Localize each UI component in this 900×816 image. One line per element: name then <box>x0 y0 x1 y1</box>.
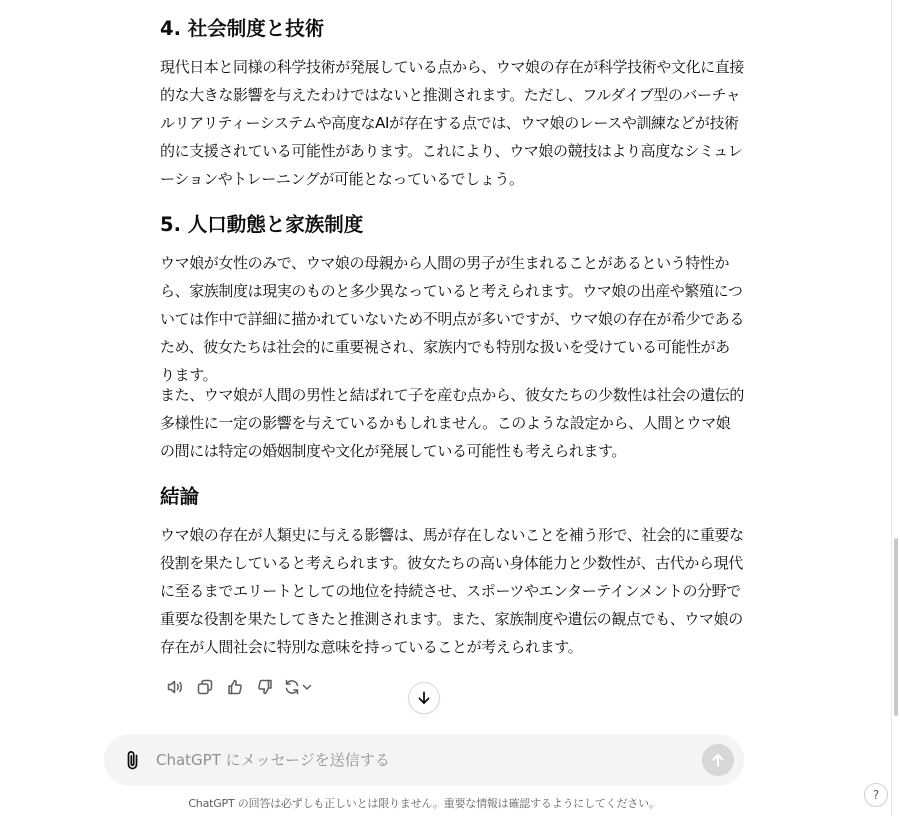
section-heading-4: 4. 社会制度と技術 <box>160 17 325 40</box>
section-5-paragraph-2: また、ウマ娘が人間の男性と結ばれて子を産む点から、彼女たちの少数性は社会の遺伝的多様性に一定の影響を与えているかもしれません。このような設定から、人間とウマ娘の間には特定の婚姻制度や文化が発展している可能性も考えられます。 <box>160 386 745 460</box>
regenerate-button[interactable] <box>280 675 316 699</box>
thumbs-up-button[interactable] <box>220 675 250 699</box>
message-actions <box>160 675 316 699</box>
scrollbar-thumb[interactable] <box>894 538 898 716</box>
thumbs-down-icon <box>256 678 274 696</box>
paperclip-icon <box>123 749 143 771</box>
read-aloud-icon <box>166 678 184 696</box>
message-composer <box>104 734 744 786</box>
section-heading-5: 5. 人口動態と家族制度 <box>160 213 364 236</box>
copy-button[interactable] <box>190 675 220 699</box>
send-button[interactable] <box>702 744 734 776</box>
conclusion-heading: 結論 <box>160 485 200 508</box>
help-button[interactable]: ? <box>864 783 888 807</box>
arrow-down-icon <box>416 690 432 706</box>
read-aloud-button[interactable] <box>160 675 190 699</box>
arrow-up-icon <box>710 752 726 768</box>
disclaimer-text: ChatGPT の回答は必ずしも正しいとは限りません。重要な情報は確認するようにしてください。 <box>188 797 660 810</box>
attach-file-button[interactable] <box>121 748 145 772</box>
section-5-paragraph-1: ウマ娘が女性のみで、ウマ娘の母親から人間の男子が生まれることがあるという特性から、家族制度は現実のものと多少異なっていると考えられます。ウマ娘の出産や繁殖については作中で詳細に描かれていないため不明点が多いですが、ウマ娘の存在が希少であるため、彼女たちは社会的に重要視され、家族内でも特別な扱いを受けている可能性があります。 <box>160 254 745 384</box>
thumbs-down-button[interactable] <box>250 675 280 699</box>
section-4-paragraph: 現代日本と同様の科学技術が発展している点から、ウマ娘の存在が科学技術や文化に直接的な大きな影響を与えたわけではないと推測されます。ただし、フルダイブ型のバーチャルリアリティーシステムや高度なAIが存在する点では、ウマ娘のレースや訓練などが技術的に支援されている可能性があります。これにより、ウマ娘の競技はより高度なシミュレーションやトレーニングが可能となっているでしょう。 <box>160 58 745 188</box>
conclusion-paragraph: ウマ娘の存在が人類史に与える影響は、馬が存在しないことを補う形で、社会的に重要な役割を果たしていると考えられます。彼女たちの高い身体能力と少数性が、古代から現代に至るまでエリートとしての地位を持続させ、スポーツやエンターテインメントの分野で重要な役割を果たしてきたと推測されます。また、家族制度や遺伝の観点でも、ウマ娘の存在が人間社会に特別な意味を持っていることが考えられます。 <box>160 526 744 656</box>
chevron-down-icon <box>301 681 313 693</box>
thumbs-up-icon <box>226 678 244 696</box>
regenerate-icon <box>283 678 301 696</box>
copy-icon <box>196 678 214 696</box>
scroll-to-bottom-button[interactable] <box>408 682 440 714</box>
message-input[interactable] <box>156 747 696 773</box>
